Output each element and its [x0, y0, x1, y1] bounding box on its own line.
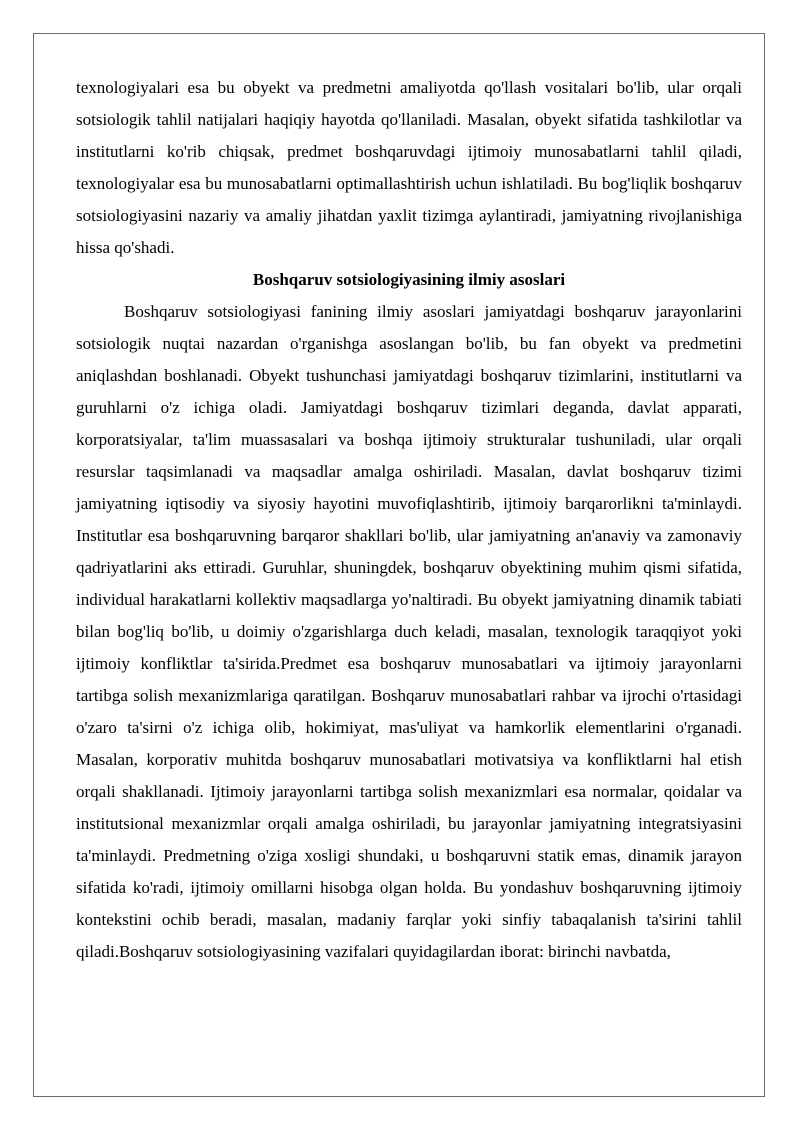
document-body: [76, 72, 742, 968]
paragraph-2: Boshqaruv sotsiologiyasi fanining ilmiy asoslari jamiyatdagi boshqaruv jarayonlarini sotsiologik nuqtai nazardan o'rganishga asoslangan bo'lib, bu fan obyekt va predmetini aniqlashdan boshlanadi. Obyekt tushunchasi jamiyatdagi boshqaruv tizimlarini, institutlarni va guruhlarni o'z ichiga oladi. Jamiyatdagi boshqaruv tizimlari deganda, davlat apparati, korporatsiyalar, ta'lim muassasalari va boshqa ijtimoiy strukturalar tushuniladi, ular orqali resurslar taqsimlanadi va maqsadlar amalga oshiriladi. Masalan, davlat boshqaruv tizimi jamiyatning iqtisodiy va siyosiy hayotini muvofiqlashtirib, ijtimoiy barqarorlikni ta'minlaydi. Institutlar esa boshqaruvning barqaror shakllari bo'lib, ular jamiyatning an'anaviy va zamonaviy qadriyatlarini aks ettiradi. Guruhlar, shuningdek, boshqaruv obyektining muhim qismi sifatida, individual harakatlarni kollektiv maqsadlarga yo'naltiradi. Bu obyekt jamiyatning dinamik tabiati bilan bog'liq bo'lib, u doimiy o'zgarishlarga duch keladi, masalan, texnologik taraqqiyot yoki ijtimoiy konfliktlar ta'sirida.Predmet esa boshqaruv munosabatlari va ijtimoiy jarayonlarni tartibga solish mexanizmlariga qaratilgan. Boshqaruv munosabatlari rahbar va ijrochi o'rtasidagi o'zaro ta'sirni o'z ichiga olib, hokimiyat, mas'uliyat va hamkorlik elementlarini o'rganadi. Masalan, korporativ muhitda boshqaruv munosabatlari motivatsiya va konfliktlarni hal etish orqali shakllanadi. Ijtimoiy jarayonlarni tartibga solish mexanizmlari esa normalar, qoidalar va institutsional mexanizmlar orqali amalga oshiriladi, bu jarayonlar jamiyatning integratsiyasini ta'minlaydi. Predmetning o'ziga xosligi shundaki, u boshqaruvni statik emas, dinamik jarayon sifatida ko'radi, ijtimoiy omillarni hisobga olgan holda. Bu yondashuv boshqaruvning ijtimoiy kontekstini ochib beradi, masalan, madaniy farqlar yoki sinfiy tabaqalanish ta'sirini tahlil qiladi.Boshqaruv sotsiologiyasining vazifalari quyidagilardan iborat: birinchi navbatda,: [76, 302, 742, 961]
paragraph-1: texnologiyalari esa bu obyekt va predmetni amaliyotda qo'llash vositalari bo'lib, ular orqali sotsiologik tahlil natijalari haqiqiy hayotda qo'llaniladi. Masalan, obyekt sifatida tashkilotlar va institutlarni ko'rib chiqsak, predmet boshqaruvdagi ijtimoiy munosabatlarni tahlil qiladi, texnologiyalar esa bu munosabatlarni optimallashtirish uchun ishlatiladi. Bu bog'liqlik boshqaruv sotsiologiyasini nazariy va amaliy jihatdan yaxlit tizimga aylantiradi, jamiyatning rivojlanishiga hissa qo'shadi.: [76, 78, 742, 257]
section-heading: Boshqaruv sotsiologiyasining ilmiy asoslari: [252, 270, 566, 289]
